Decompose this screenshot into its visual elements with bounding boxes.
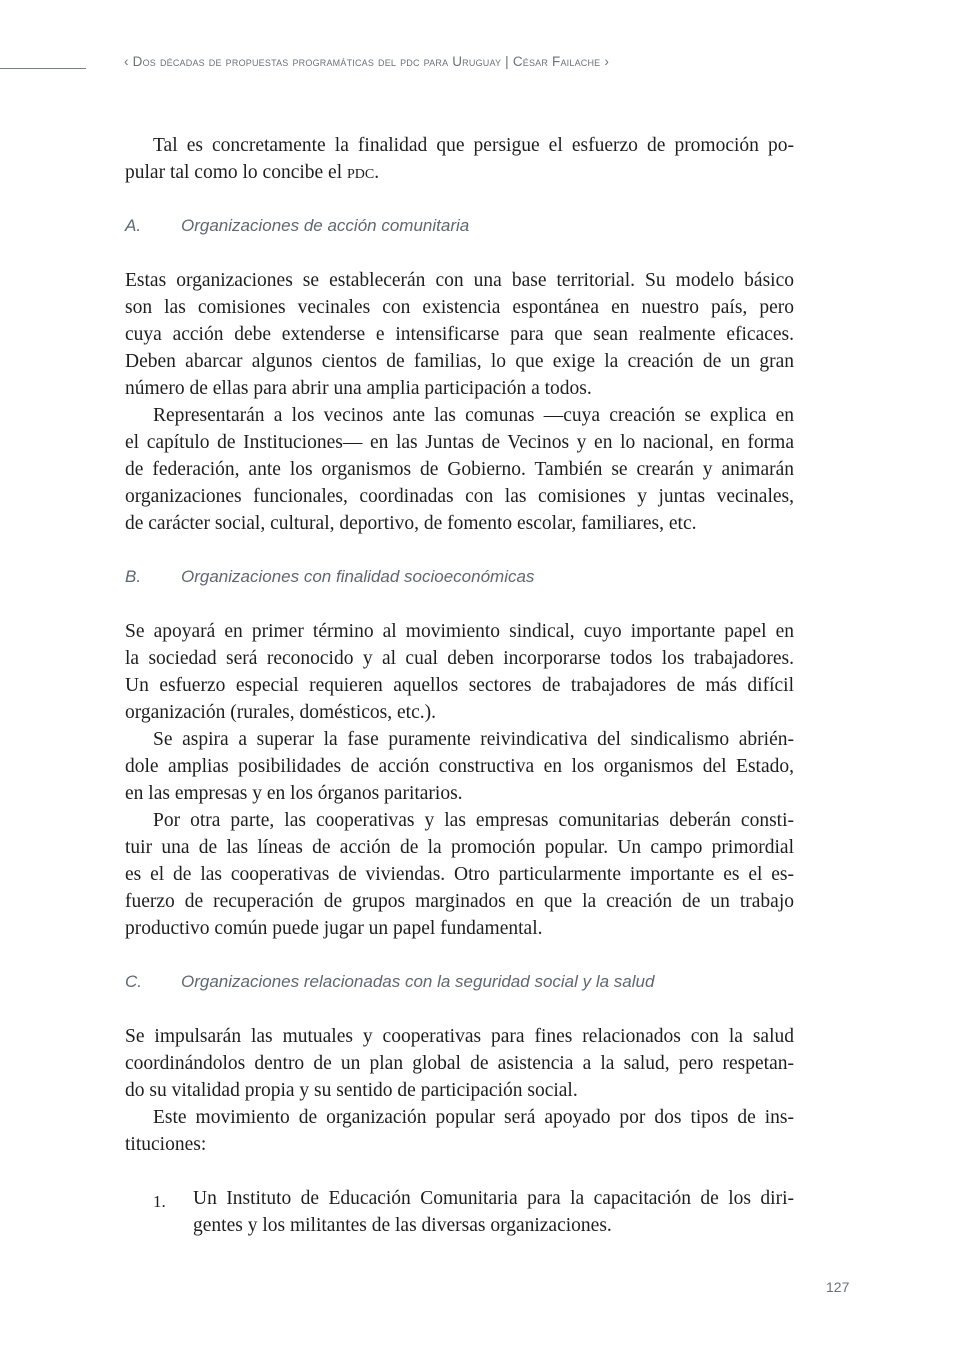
text-span: .	[374, 162, 380, 183]
section-a-body	[125, 267, 794, 537]
text-line: Este movimiento de organización popular será apoyado por dos tipos de ins-	[153, 1107, 794, 1128]
text-line: de federación, ante los organismos de Gobierno. También se crearán y animarán	[125, 459, 794, 480]
text-line: de carácter social, cultural, deportivo, de fomento escolar, familiares, etc.	[125, 513, 697, 534]
text-line: Se aspira a superar la fase puramente reivindicativa del sindicalismo abrién-	[153, 729, 794, 750]
section-title: Organizaciones con finalidad socioeconómicas	[181, 567, 535, 586]
text-line: es el de las cooperativas de viviendas. Otro particularmente importante es el es-	[125, 864, 794, 885]
text-line	[125, 159, 794, 186]
text-line: organización (rurales, domésticos, etc.).	[125, 702, 436, 723]
section-heading-b	[125, 567, 534, 587]
section-title: Organizaciones relacionadas con la seguridad social y la salud	[181, 972, 655, 991]
text-line: número de ellas para abrir una amplia participación a todos.	[125, 378, 592, 399]
text-line: son las comisiones vecinales con existencia espontánea en nuestro país, pero	[125, 297, 794, 318]
text-line: en las empresas y en los órganos paritarios.	[125, 783, 463, 804]
text-line: organizaciones funcionales, coordinadas con las comisiones y juntas vecinales,	[125, 486, 794, 507]
text-line: Por otra parte, las cooperativas y las empresas comunitarias deberán consti-	[153, 810, 794, 831]
text-line: el capítulo de Instituciones— en las Juntas de Vecinos y en lo nacional, en forma	[125, 432, 794, 453]
text-line: fuerzo de recuperación de grupos marginados en que la creación de un trabajo	[125, 891, 794, 912]
text-line: coordinándolos dentro de un plan global de asistencia a la salud, pero respetan-	[125, 1053, 794, 1074]
header-rule	[0, 68, 86, 69]
section-heading-c	[125, 972, 654, 992]
text-line: Un Instituto de Educación Comunitaria para la capacitación de los diri-	[193, 1188, 794, 1209]
intro-paragraph	[125, 132, 794, 186]
section-letter: A.	[125, 216, 142, 235]
page-number: 127	[826, 1279, 850, 1295]
text-line: cuya acción debe extenderse e intensificarse para que sean realmente eficaces.	[125, 324, 794, 345]
text-line: do su vitalidad propia y su sentido de participación social.	[125, 1080, 578, 1101]
text-line: tituciones:	[125, 1134, 207, 1155]
text-line: Estas organizaciones se establecerán con una base territorial. Su modelo básico	[125, 270, 794, 291]
text-line: la sociedad será reconocido y al cual deben incorporarse todos los trabajadores.	[125, 648, 794, 669]
text-line: dole amplias posibilidades de acción constructiva en los organismos del Estado,	[125, 756, 794, 777]
text-line: Deben abarcar algunos cientos de familias, lo que exige la creación de un gran	[125, 351, 794, 372]
text-line: tuir una de las líneas de acción de la promoción popular. Un campo primordial	[125, 837, 794, 858]
list-item	[193, 1185, 794, 1239]
text-line: Un esfuerzo especial requieren aquellos sectores de trabajadores de más difícil	[125, 675, 794, 696]
section-title: Organizaciones de acción comunitaria	[181, 216, 470, 235]
running-head: ‹ Dos décadas de propuestas programáticas del pdc para Uruguay | César Failache ›	[124, 54, 610, 69]
text-line: Representarán a los vecinos ante las comunas —cuya creación se explica en	[153, 405, 794, 426]
text-line: Tal es concretamente la finalidad que persigue el esfuerzo de promoción po-	[153, 135, 794, 156]
text-line: Se impulsarán las mutuales y cooperativas para fines relacionados con la salud	[125, 1026, 794, 1047]
section-letter: B.	[125, 567, 142, 586]
section-letter: C.	[125, 972, 142, 991]
section-heading-a	[125, 216, 469, 236]
text-line: Se apoyará en primer término al movimiento sindical, cuyo importante papel en	[125, 621, 794, 642]
pdc-abbreviation: pdc	[347, 162, 375, 183]
section-c-body	[125, 1023, 794, 1158]
text-line: productivo común puede jugar un papel fundamental.	[125, 918, 543, 939]
list-number: 1.	[153, 1192, 166, 1211]
text-span: pular tal como lo concibe el	[125, 162, 348, 183]
section-b-body	[125, 618, 794, 942]
text-line: gentes y los militantes de las diversas organizaciones.	[193, 1215, 612, 1236]
